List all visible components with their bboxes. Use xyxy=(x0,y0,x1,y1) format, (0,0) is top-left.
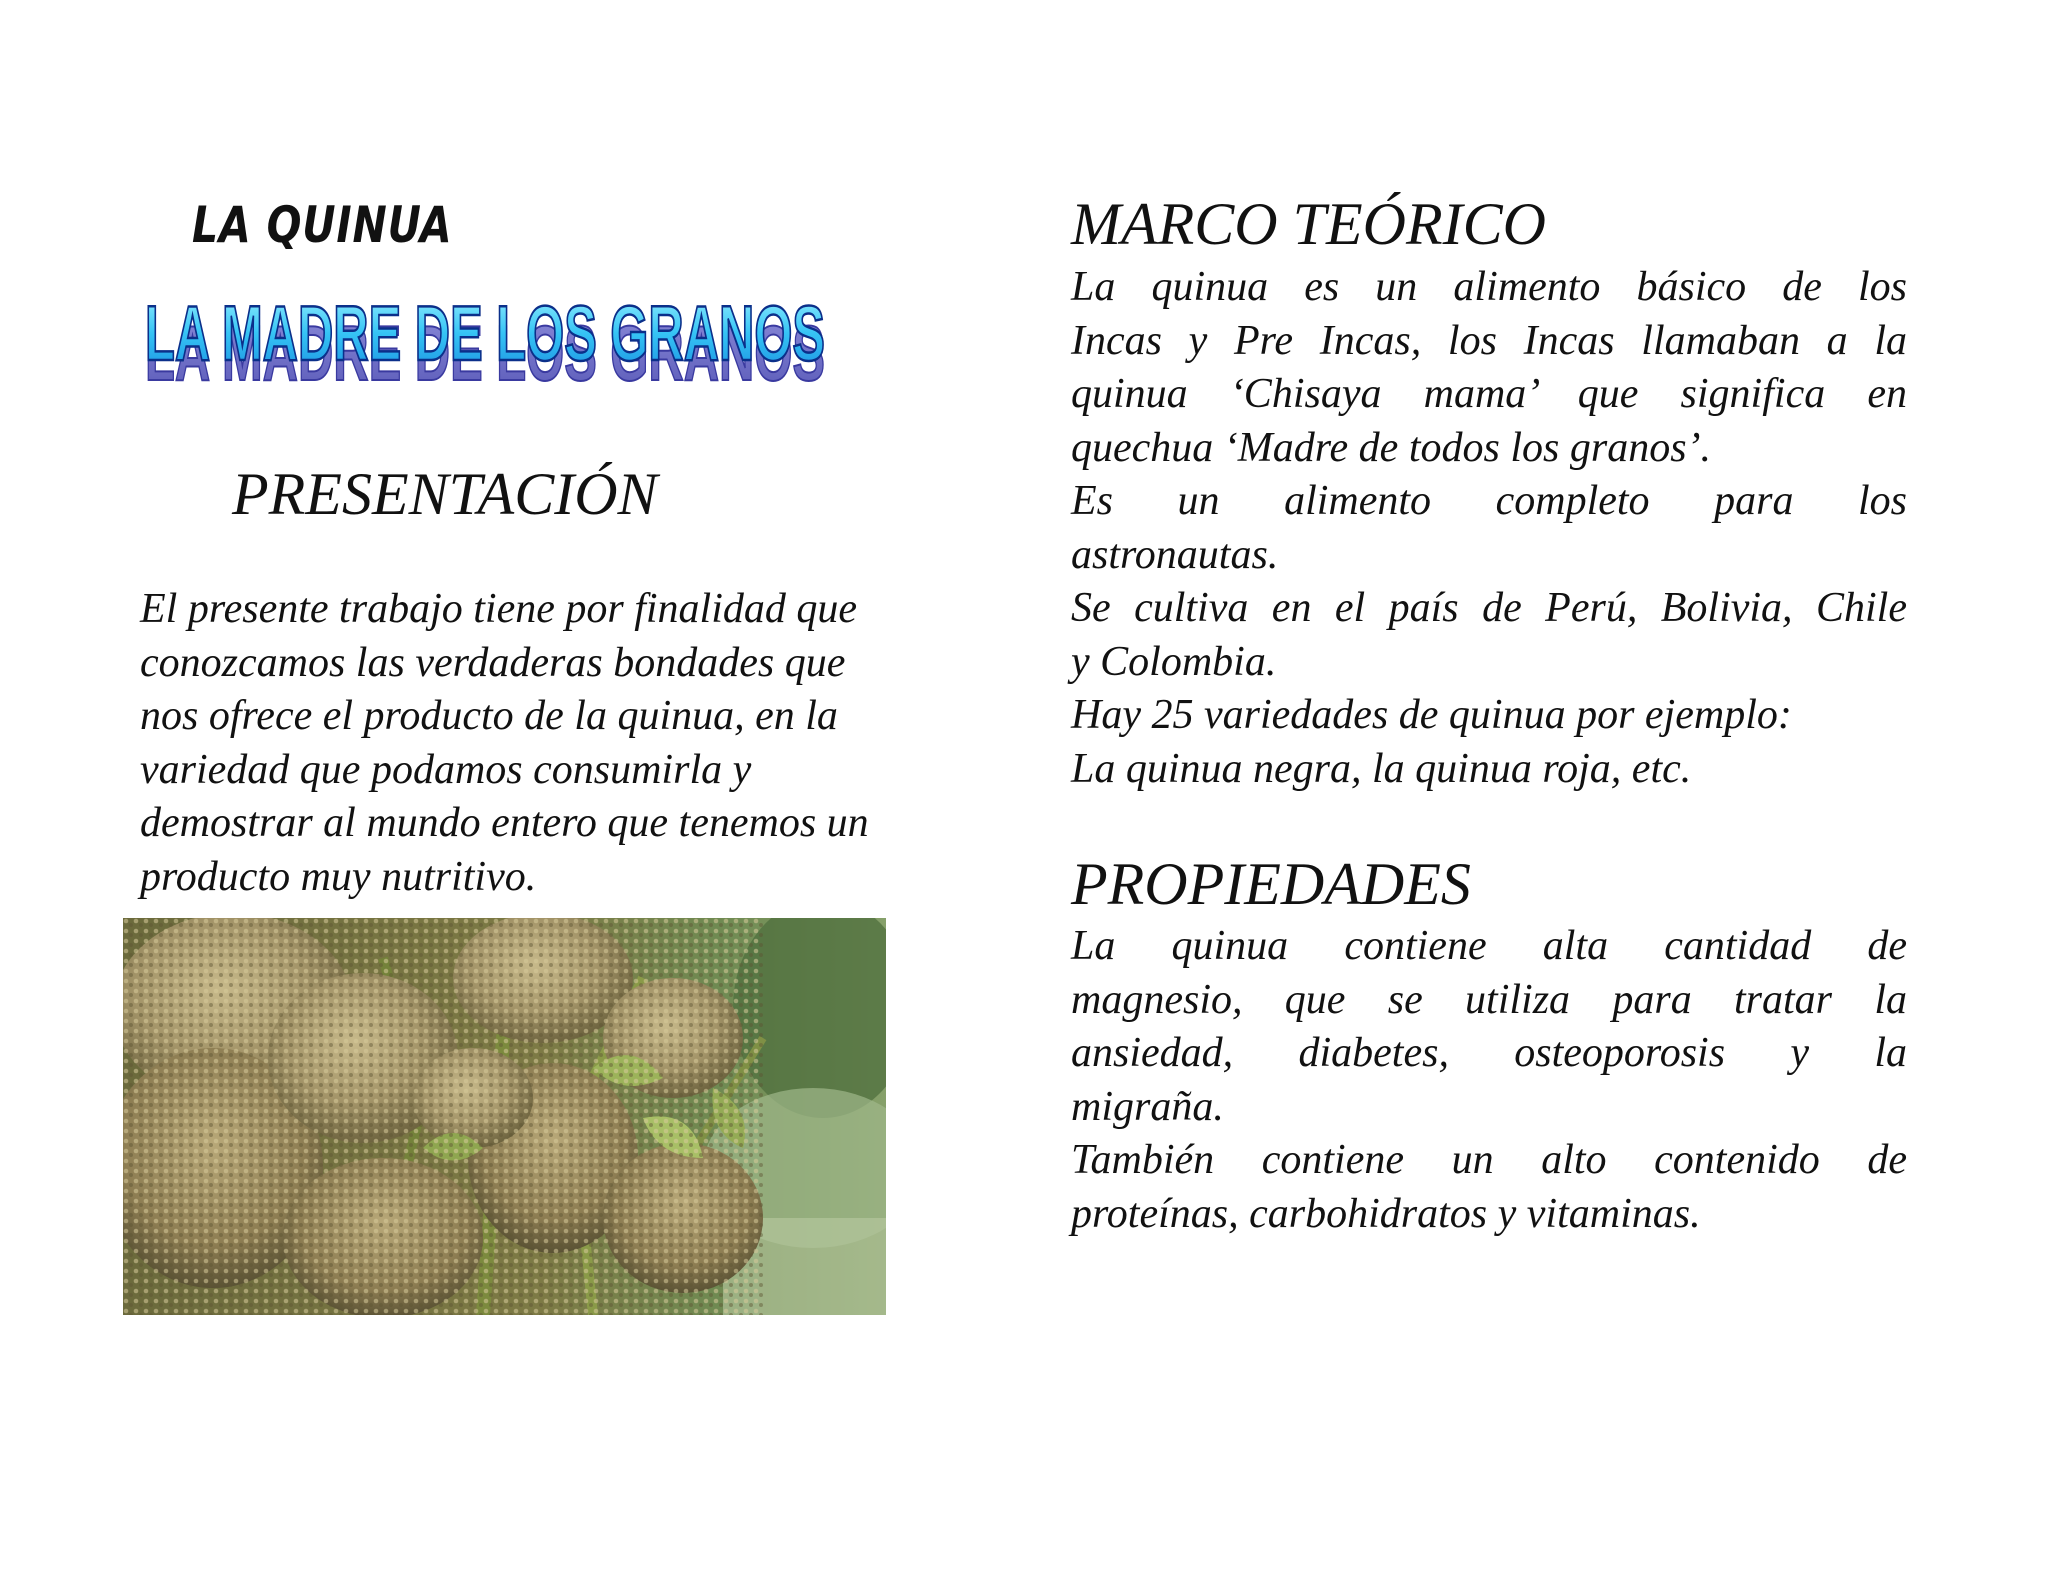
propiedades-heading: PROPIEDADES xyxy=(1071,851,1471,917)
text-line: demostrar al mundo entero que tenemos un xyxy=(140,800,869,846)
text-line: Se cultiva en el país de Perú, Bolivia, Chile xyxy=(1071,585,1907,631)
page-title: LA QUINUA xyxy=(192,196,453,254)
propiedades-text xyxy=(1071,920,1907,1241)
text-line: El presente trabajo tiene por finalidad que xyxy=(140,586,858,632)
text-line: La quinua es un alimento básico de los xyxy=(1071,264,1907,310)
text-line: proteínas, carbohidratos y vitaminas. xyxy=(1071,1190,1701,1237)
text-line: producto muy nutritivo. xyxy=(140,853,537,900)
text-line: magnesio, que se utiliza para tratar la xyxy=(1071,976,1907,1023)
wordart-text: LA MADRE DE LOS GRANOS xyxy=(145,289,825,377)
text-line: nos ofrece el producto de la quinua, en la xyxy=(140,693,838,739)
text-line: La quinua negra, la quinua roja, etc. xyxy=(1071,745,1692,792)
text-line: conozcamos las verdaderas bondades que xyxy=(140,639,846,686)
text-line: Es un alimento completo para los xyxy=(1071,478,1907,524)
text-line: La quinua contiene alta cantidad de xyxy=(1071,923,1907,969)
text-line: Incas y Pre Incas, los Incas llamaban a la xyxy=(1071,317,1907,364)
text-line: migraña. xyxy=(1071,1083,1224,1130)
text-line: quechua ‘Madre de todos los granos’. xyxy=(1071,424,1712,471)
presentation-heading: PRESENTACIÓN xyxy=(232,461,658,527)
text-line: ansiedad, diabetes, osteoporosis y la xyxy=(1071,1030,1907,1076)
wordart-shadow: LA MADRE DE LOS GRANOS xyxy=(145,309,825,390)
text-line: astronautas. xyxy=(1071,531,1279,578)
presentation-text xyxy=(140,583,960,904)
wordart-title xyxy=(140,282,830,390)
text-line: variedad que podamos consumirla y xyxy=(140,746,752,793)
text-line: y Colombia. xyxy=(1071,638,1277,685)
text-line: quinua ‘Chisaya mama’ que significa en xyxy=(1071,371,1907,417)
marco-teorico-text xyxy=(1071,261,1907,796)
text-line: Hay 25 variedades de quinua por ejemplo: xyxy=(1071,692,1792,738)
quinoa-plant-photo xyxy=(123,918,886,1315)
text-line: También contiene un alto contenido de xyxy=(1071,1137,1907,1183)
marco-teorico-heading: MARCO TEÓRICO xyxy=(1071,191,1546,257)
